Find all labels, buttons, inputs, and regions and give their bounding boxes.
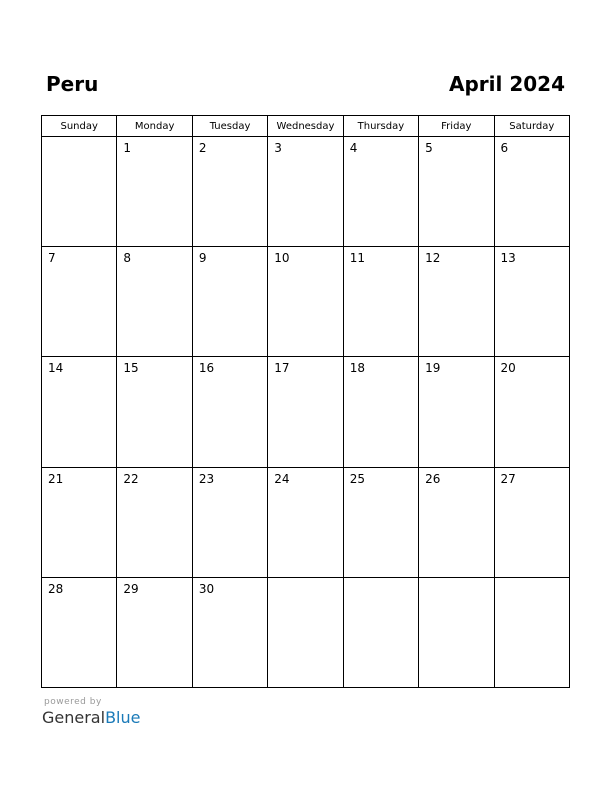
day-cell xyxy=(117,467,192,577)
day-cell xyxy=(419,357,494,467)
day-cell xyxy=(117,357,192,467)
day-number: 11 xyxy=(349,251,365,266)
day-cell xyxy=(419,137,494,247)
weekday-saturday: Saturday xyxy=(494,116,569,137)
day-cell xyxy=(343,357,418,467)
day-number xyxy=(495,578,569,582)
day-number: 21 xyxy=(48,471,64,486)
day-cell xyxy=(192,577,267,687)
day-cell xyxy=(494,577,569,687)
day-number: 17 xyxy=(274,361,290,376)
day-cell xyxy=(268,467,343,577)
day-number: 15 xyxy=(123,361,139,376)
day-cell xyxy=(268,247,343,357)
day-cell xyxy=(494,137,569,247)
day-number: 23 xyxy=(198,471,215,486)
day-number: 10 xyxy=(274,251,290,266)
day-cell xyxy=(117,577,192,687)
week-row xyxy=(42,137,570,247)
weekday-tuesday: Tuesday xyxy=(192,116,267,137)
day-number xyxy=(419,578,493,582)
weekday-wednesday: Wednesday xyxy=(268,116,343,137)
day-number: 18 xyxy=(349,361,365,376)
day-number: 3 xyxy=(274,141,282,155)
day-cell xyxy=(42,467,117,577)
day-cell xyxy=(117,137,192,247)
day-cell xyxy=(42,247,117,357)
day-cell xyxy=(268,577,343,687)
day-number xyxy=(42,137,116,141)
weekday-friday: Friday xyxy=(419,116,494,137)
day-number: 2 xyxy=(198,141,207,155)
weekday-header-row xyxy=(42,116,570,137)
day-cell xyxy=(494,247,569,357)
calendar-grid xyxy=(41,115,570,688)
day-number: 12 xyxy=(425,251,441,266)
day-cell xyxy=(419,577,494,687)
day-cell xyxy=(42,137,117,247)
day-number: 25 xyxy=(349,471,365,486)
weekday-thursday: Thursday xyxy=(343,116,418,137)
day-number xyxy=(344,578,418,582)
day-cell xyxy=(343,577,418,687)
week-row xyxy=(42,467,570,577)
day-cell xyxy=(42,357,117,467)
day-number: 30 xyxy=(198,581,215,596)
day-number xyxy=(268,578,342,582)
day-number: 9 xyxy=(198,251,207,266)
day-number: 8 xyxy=(123,251,132,266)
brand-general: General xyxy=(42,708,106,727)
day-number: 7 xyxy=(48,251,56,266)
day-cell xyxy=(192,247,267,357)
day-cell xyxy=(419,467,494,577)
country-title: Peru xyxy=(46,72,99,96)
day-number: 14 xyxy=(48,361,64,376)
day-cell xyxy=(117,247,192,357)
week-row xyxy=(42,577,570,687)
day-cell xyxy=(419,247,494,357)
day-number: 16 xyxy=(198,361,215,376)
brand-blue: Blue xyxy=(105,708,141,727)
day-cell xyxy=(268,137,343,247)
day-number: 13 xyxy=(500,251,516,266)
powered-by-label: powered by xyxy=(44,697,102,707)
day-cell xyxy=(343,247,418,357)
day-cell xyxy=(494,357,569,467)
day-cell xyxy=(343,137,418,247)
day-cell xyxy=(268,357,343,467)
day-number: 26 xyxy=(425,471,441,486)
month-year-title: April 2024 xyxy=(449,72,565,96)
day-number: 6 xyxy=(500,141,509,155)
day-cell xyxy=(192,467,267,577)
day-number: 27 xyxy=(500,471,516,486)
weekday-monday: Monday xyxy=(117,116,192,137)
day-number: 19 xyxy=(425,361,441,376)
week-row xyxy=(42,247,570,357)
day-number: 24 xyxy=(274,471,290,486)
day-number: 22 xyxy=(123,471,139,486)
day-number: 20 xyxy=(500,361,516,376)
day-number: 5 xyxy=(425,141,433,155)
day-cell xyxy=(343,467,418,577)
day-cell xyxy=(192,357,267,467)
day-number: 29 xyxy=(123,581,139,596)
week-row xyxy=(42,357,570,467)
day-cell xyxy=(192,137,267,247)
generalblue-logo[interactable] xyxy=(42,708,140,728)
day-cell xyxy=(494,467,569,577)
day-number: 28 xyxy=(48,581,64,596)
day-cell xyxy=(42,577,117,687)
day-number: 1 xyxy=(123,141,132,155)
weekday-sunday: Sunday xyxy=(42,116,117,137)
day-number: 4 xyxy=(349,141,358,155)
